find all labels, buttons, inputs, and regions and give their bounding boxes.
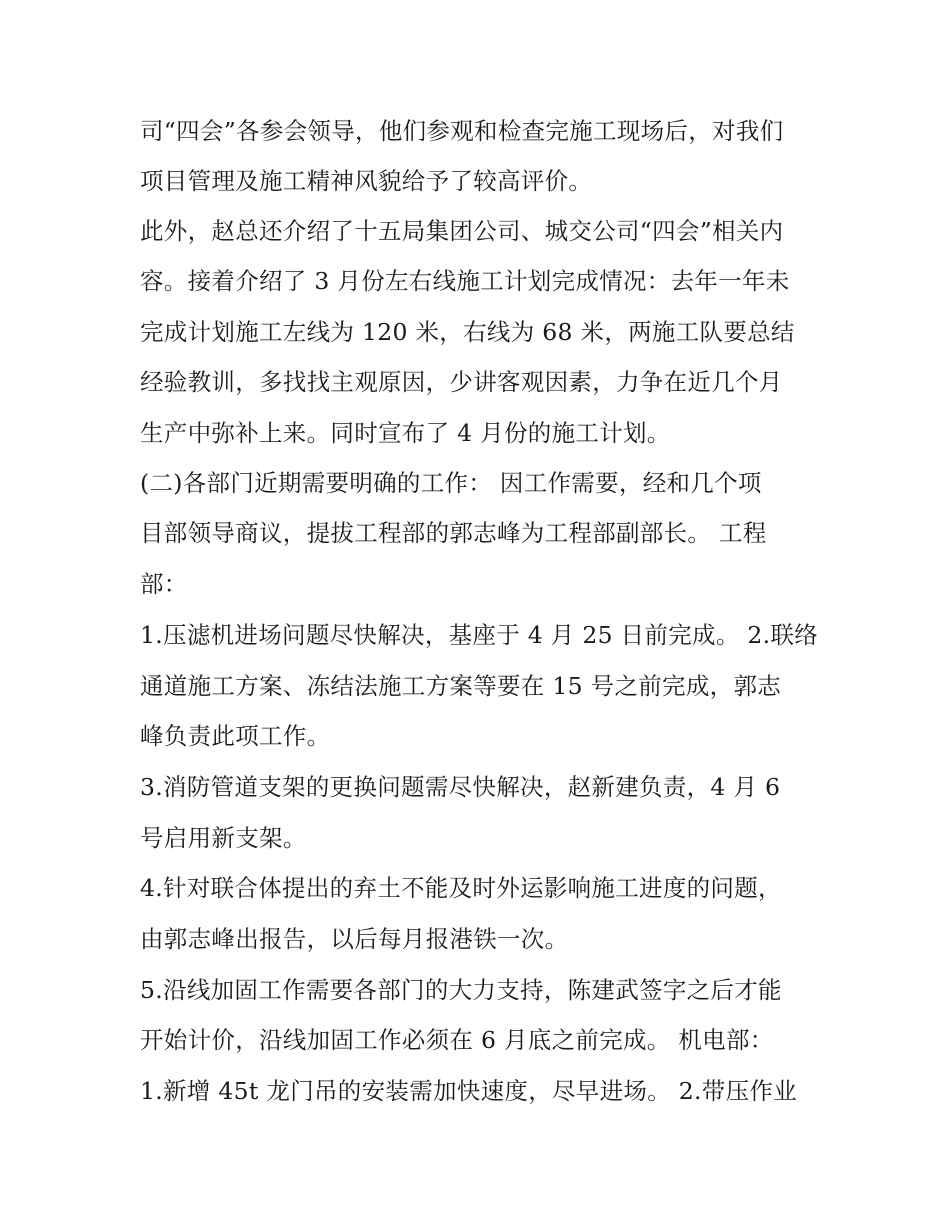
text-line: 此外，赵总还介绍了十五局集团公司、城交公司“四会”相关内 (140, 217, 784, 245)
text-line: 目部领导商议，提拔工程部的郭志峰为工程部副部长。 工程 (140, 519, 767, 547)
text-line: 通道施工方案、冻结法施工方案等要在 15 号之前完成，郭志 (140, 672, 782, 700)
text-line: 峰负责此项工作。 (140, 722, 331, 750)
text-line: 开始计价，沿线加固工作必须在 6 月底之前完成。 机电部： (140, 1026, 774, 1054)
text-line: 部： (140, 570, 188, 598)
text-line: 容。接着介绍了 3 月份左右线施工计划完成情况：去年一年未 (140, 267, 790, 295)
text-line: (二)各部门近期需要明确的工作： 因工作需要，经和几个项 (140, 469, 762, 497)
text-line: 司“四会”各参会领导，他们参观和检查完施工现场后，对我们 (140, 117, 784, 145)
text-line: 5.沿线加固工作需要各部门的大力支持，陈建武签字之后才能 (140, 976, 782, 1004)
text-line: 完成计划施工左线为 120 米，右线为 68 米，两施工队要总结 (140, 318, 795, 346)
text-line: 4.针对联合体提出的弃土不能及时外运影响施工进度的问题， (140, 874, 782, 902)
text-line: 1.新增 45t 龙门吊的安装需加快速度，尽早进场。 2.带压作业 (140, 1077, 797, 1105)
text-line: 生产中弥补上来。同时宣布了 4 月份的施工计划。 (140, 419, 671, 447)
text-line: 号启用新支架。 (140, 824, 307, 852)
text-line: 项目管理及施工精神风貌给予了较高评价。 (140, 167, 593, 195)
text-line: 1.压滤机进场问题尽快解决，基座于 4 月 25 日前完成。 2.联络 (140, 621, 819, 649)
text-line: 由郭志峰出报告，以后每月报港铁一次。 (140, 925, 569, 953)
text-line: 3.消防管道支架的更换问题需尽快解决，赵新建负责，4 月 6 (140, 773, 781, 801)
text-line: 经验教训，多找找主观原因，少讲客观因素，力争在近几个月 (140, 368, 783, 396)
